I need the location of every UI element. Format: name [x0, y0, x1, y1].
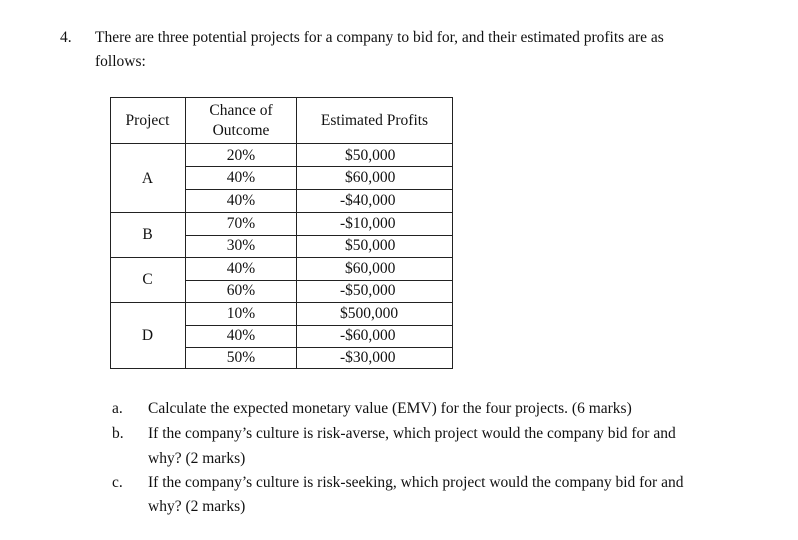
table-border-bottom	[110, 368, 453, 369]
table-group-divider-ab	[110, 212, 453, 213]
table-group-divider-bc	[110, 257, 453, 258]
chance-cell: 40%	[226, 169, 256, 186]
chance-cell: 40%	[226, 260, 256, 277]
profit-cell: $60,000	[345, 169, 396, 186]
project-name-d: D	[141, 327, 154, 344]
profit-cell: -$30,000	[340, 349, 396, 366]
table-row-divider	[186, 235, 453, 236]
chance-cell: 50%	[226, 349, 256, 366]
question-text-line-1: There are three potential projects for a company to bid for, and their estimated profits are as	[95, 29, 664, 46]
chance-cell: 40%	[226, 192, 256, 209]
project-name-c: C	[142, 271, 153, 288]
table-header-divider	[110, 143, 453, 144]
question-number: 4.	[60, 29, 72, 46]
profit-cell: $50,000	[345, 237, 396, 254]
chance-cell: 60%	[226, 282, 256, 299]
table-row-divider	[186, 325, 453, 326]
profit-cell: -$10,000	[340, 215, 396, 232]
subquestion-b-text-line-2: why? (2 marks)	[148, 450, 246, 467]
header-project: Project	[125, 112, 170, 129]
profit-cell: -$60,000	[340, 327, 396, 344]
table-border-top	[110, 97, 453, 98]
profit-cell: $50,000	[345, 147, 396, 164]
table-row-divider	[186, 280, 453, 281]
header-chance-line-1: Chance of	[209, 102, 273, 119]
project-name-a: A	[141, 170, 154, 187]
subquestion-a-text: Calculate the expected monetary value (EMV) for the four projects. (6 marks)	[148, 400, 632, 417]
table-row-divider	[186, 166, 453, 167]
profit-cell: -$50,000	[340, 282, 396, 299]
chance-cell: 10%	[226, 305, 256, 322]
chance-cell: 30%	[226, 237, 256, 254]
profits-table	[110, 97, 453, 369]
subquestion-c-label: c.	[112, 474, 123, 491]
chance-cell: 70%	[226, 215, 256, 232]
profit-cell: $60,000	[345, 260, 396, 277]
table-col-divider-2	[296, 97, 297, 369]
profit-cell: $500,000	[340, 305, 399, 322]
chance-cell: 20%	[226, 147, 256, 164]
subquestion-b-text-line-1: If the company’s culture is risk-averse, which project would the company bid for and	[148, 425, 676, 442]
subquestion-c-text-line-2: why? (2 marks)	[148, 498, 246, 515]
header-chance-line-2: Outcome	[212, 122, 270, 139]
table-border-right	[452, 97, 453, 369]
table-group-divider-cd	[110, 302, 453, 303]
table-row-divider	[186, 189, 453, 190]
subquestion-a-label: a.	[112, 400, 123, 417]
project-name-b: B	[142, 226, 153, 243]
question-text-line-2: follows:	[95, 53, 146, 70]
table-row-divider	[186, 347, 453, 348]
subquestion-c-text-line-1: If the company’s culture is risk-seeking, which project would the company bid for and	[148, 474, 684, 491]
header-profits: Estimated Profits	[320, 112, 429, 129]
profit-cell: -$40,000	[340, 192, 396, 209]
subquestion-b-label: b.	[112, 425, 124, 442]
chance-cell: 40%	[226, 327, 256, 344]
